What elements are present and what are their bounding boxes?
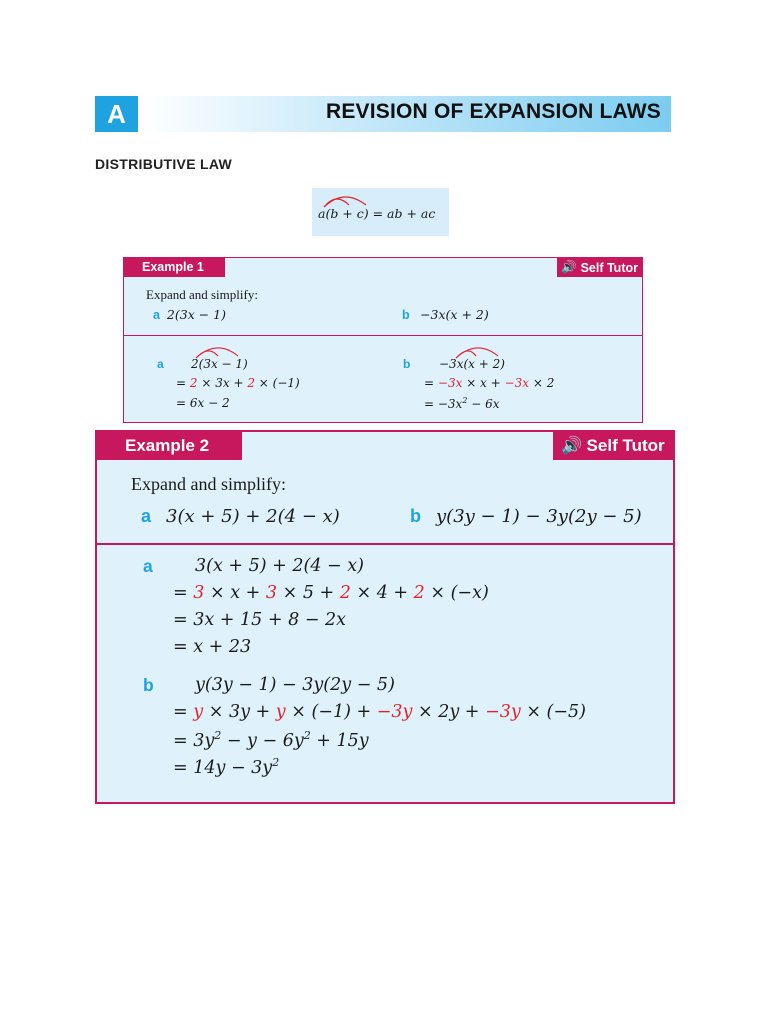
solution-b-line-1: −3x(x + 2) (439, 357, 505, 371)
solution-a-line-1: 2(3x − 1) (191, 357, 248, 371)
example-1-tab: Example 1 (124, 258, 225, 277)
solution-a-line-1: 3(x + 5) + 2(4 − x) (195, 556, 364, 576)
self-tutor-button[interactable] (553, 432, 673, 460)
part-a-expression: 2(3x − 1) (166, 307, 226, 322)
solution-a-line-3: = 6x − 2 (176, 396, 230, 410)
speaker-icon: 🔊 (561, 260, 577, 274)
solution-a-label: a (157, 357, 164, 371)
part-b-expression: y(3y − 1) − 3y(2y − 5) (436, 506, 642, 527)
solution-b-label: b (143, 675, 154, 695)
question-text: Expand and simplify: (146, 287, 258, 302)
self-tutor-button[interactable] (557, 258, 642, 277)
speaker-icon: 🔊 (561, 436, 583, 455)
part-a-label: a (141, 506, 152, 526)
self-tutor-label: Self Tutor (580, 260, 638, 275)
solution-b-line-2: = y × 3y + y × (−1) + −3y × 2y + −3y × (−5) (173, 702, 587, 722)
solution-b-line-1: y(3y − 1) − 3y(2y − 5) (195, 675, 395, 695)
subheading: DISTRIBUTIVE LAW (95, 156, 233, 172)
formula-box (312, 188, 449, 236)
section-title: REVISION OF EXPANSION LAWS (325, 100, 661, 123)
solution-b-line-4: = $14y - 3y^2$ (173, 756, 280, 778)
solution-a-line-4: = x + 23 (173, 637, 252, 657)
solution-b-line-2: = −3x × x + −3x × 2 (424, 376, 555, 390)
solution-a-line-2: = 3 × x + 3 × 5 + 2 × 4 + 2 × (−x) (173, 583, 489, 603)
part-b-label: b (410, 506, 421, 526)
divider (124, 335, 642, 336)
solution-b-label: b (403, 357, 411, 371)
section-header-bar (142, 96, 671, 132)
solution-a-label: a (143, 556, 153, 576)
example-2-tab: Example 2 (97, 432, 242, 460)
example-1-panel (123, 257, 643, 423)
question-text: Expand and simplify: (131, 474, 286, 494)
part-a-label: a (153, 308, 160, 322)
solution-b-line-3: = $3y^2 - y - 6y^2 + 15y$ (173, 729, 369, 751)
divider (97, 543, 673, 545)
solution-a-line-3: = 3x + 15 + 8 − 2x (173, 610, 347, 630)
example-2-panel (95, 430, 675, 804)
formula: a(b + c) = ab + ac (318, 206, 436, 221)
part-a-expression: 3(x + 5) + 2(4 − x) (166, 506, 340, 527)
part-b-label: b (402, 308, 410, 322)
section-letter: A (95, 96, 138, 132)
solution-a-line-2: = 2 × 3x + 2 × (−1) (176, 376, 300, 390)
solution-b-line-3: = $-3x^2 - 6x$ (424, 396, 500, 411)
self-tutor-label: Self Tutor (586, 436, 665, 455)
part-b-expression: −3x(x + 2) (420, 307, 489, 322)
